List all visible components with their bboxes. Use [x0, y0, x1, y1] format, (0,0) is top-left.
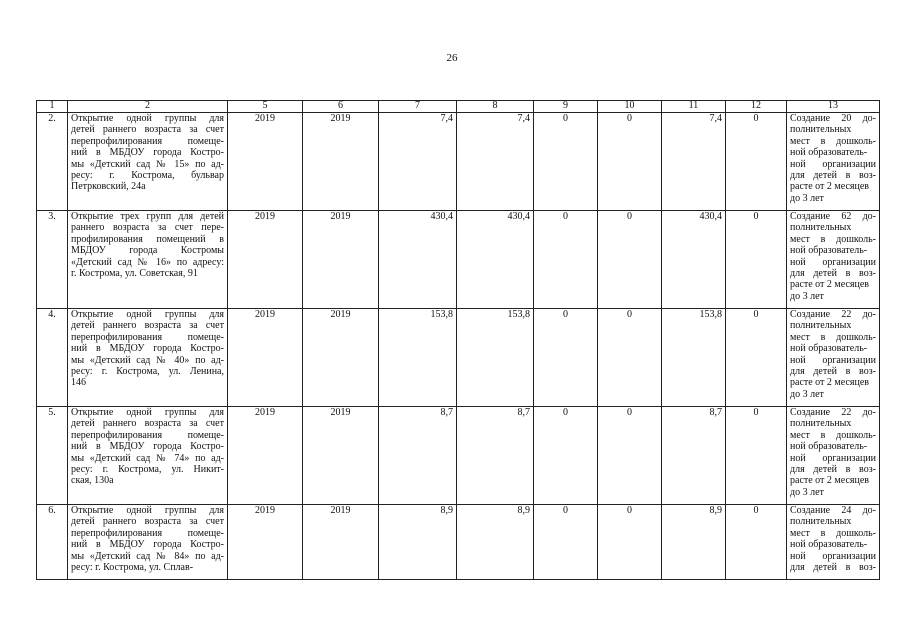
- cell-c11: 153,8: [662, 309, 726, 407]
- cell-c12: 0: [726, 113, 787, 211]
- text-line: ной организации: [790, 158, 876, 170]
- col-header: 2: [68, 101, 228, 113]
- cell-year-start: 2019: [228, 113, 303, 211]
- text-line: полнительных: [790, 222, 852, 234]
- cell-year-start: 2019: [228, 407, 303, 505]
- text-line: 146: [71, 377, 86, 389]
- text-line: Создание 62 до-: [790, 211, 876, 222]
- cell-number: 2.: [37, 113, 68, 211]
- text-line: до 3 лет: [790, 290, 824, 302]
- text-line: мест в дошколь-: [790, 527, 876, 539]
- text-line: детей раннего возраста за счет: [71, 418, 224, 430]
- text-line: детей раннего возраста за счет: [71, 516, 224, 528]
- col-header: 1: [37, 101, 68, 113]
- cell-total: 430,4: [379, 211, 457, 309]
- cell-year-start: 2019: [228, 309, 303, 407]
- text-line: перепрофилирования помеще-: [71, 135, 224, 147]
- text-line: мест в дошколь-: [790, 233, 876, 245]
- column-number-row: [37, 101, 880, 113]
- text-line: мы «Детский сад № 40» по ад-: [71, 354, 224, 366]
- text-line: профилирования помещений в: [71, 233, 224, 245]
- cell-number: 3.: [37, 211, 68, 309]
- cell-c12: 0: [726, 505, 787, 580]
- text-line: для детей в воз-: [790, 562, 876, 574]
- cell-budget: 8,7: [457, 407, 534, 505]
- cell-budget: 153,8: [457, 309, 534, 407]
- text-line: для детей в воз-: [790, 170, 876, 182]
- cell-c9: 0: [534, 309, 598, 407]
- text-line: ной организации: [790, 452, 876, 464]
- text-line: Создание 22 до-: [790, 309, 876, 320]
- text-line: Открытие одной группы для: [71, 407, 224, 418]
- cell-measure-name: [68, 211, 228, 309]
- col-header: 9: [534, 101, 598, 113]
- col-header: 6: [303, 101, 379, 113]
- cell-c9: 0: [534, 113, 598, 211]
- text-line: ресу: г. Кострома, ул. Ленина,: [71, 366, 224, 378]
- col-header: 8: [457, 101, 534, 113]
- cell-year-start: 2019: [228, 505, 303, 580]
- col-header: 13: [787, 101, 880, 113]
- cell-number: 5.: [37, 407, 68, 505]
- text-line: расте от 2 месяцев: [790, 181, 869, 193]
- text-line: Открытие одной группы для: [71, 309, 224, 320]
- text-line: полнительных: [790, 320, 852, 332]
- text-line: расте от 2 месяцев: [790, 475, 869, 487]
- text-line: расте от 2 месяцев: [790, 377, 869, 389]
- text-line: мест в дошколь-: [790, 331, 876, 343]
- cell-measure-name: [68, 407, 228, 505]
- cell-year-start: 2019: [228, 211, 303, 309]
- text-line: полнительных: [790, 418, 852, 430]
- text-line: ной образователь-: [790, 245, 868, 257]
- table-row: [37, 309, 880, 407]
- cell-c12: 0: [726, 407, 787, 505]
- text-line: ной образователь-: [790, 441, 868, 453]
- cell-total: 8,9: [379, 505, 457, 580]
- text-line: для детей в воз-: [790, 366, 876, 378]
- text-line: ресу: г. Кострома, ул. Сплав-: [71, 562, 194, 574]
- cell-result: [787, 407, 880, 505]
- cell-measure-name: [68, 505, 228, 580]
- cell-number: 4.: [37, 309, 68, 407]
- text-line: ной организации: [790, 354, 876, 366]
- cell-c11: 7,4: [662, 113, 726, 211]
- cell-result: [787, 211, 880, 309]
- cell-total: 7,4: [379, 113, 457, 211]
- text-line: ной организации: [790, 550, 876, 562]
- text-line: Петрковский, 24а: [71, 181, 146, 193]
- text-line: перепрофилирования помеще-: [71, 331, 224, 343]
- text-line: Создание 20 до-: [790, 113, 876, 124]
- text-line: Создание 22 до-: [790, 407, 876, 418]
- text-line: МБДОУ города Костромы: [71, 245, 224, 257]
- program-table: [36, 100, 880, 580]
- col-header: 12: [726, 101, 787, 113]
- text-line: г. Кострома, ул. Советская, 91: [71, 268, 198, 280]
- text-line: мест в дошколь-: [790, 429, 876, 441]
- text-line: перепрофилирования помеще-: [71, 429, 224, 441]
- cell-budget: 430,4: [457, 211, 534, 309]
- cell-c9: 0: [534, 407, 598, 505]
- text-line: для детей в воз-: [790, 268, 876, 280]
- cell-c11: 430,4: [662, 211, 726, 309]
- cell-c10: 0: [598, 309, 662, 407]
- text-line: Открытие трех групп для детей: [71, 211, 224, 222]
- cell-year-end: 2019: [303, 407, 379, 505]
- text-line: ной организации: [790, 256, 876, 268]
- table-row: [37, 113, 880, 211]
- text-line: ной образователь-: [790, 147, 868, 159]
- cell-year-end: 2019: [303, 309, 379, 407]
- text-line: Создание 24 до-: [790, 505, 876, 516]
- text-line: перепрофилирования помеще-: [71, 527, 224, 539]
- text-line: мест в дошколь-: [790, 135, 876, 147]
- cell-c12: 0: [726, 309, 787, 407]
- text-line: ресу: г. Кострома, бульвар: [71, 170, 224, 182]
- cell-result: [787, 309, 880, 407]
- text-line: ний в МБДОУ города Костро-: [71, 147, 224, 159]
- text-line: полнительных: [790, 516, 852, 528]
- cell-c10: 0: [598, 407, 662, 505]
- text-line: ний в МБДОУ города Костро-: [71, 539, 224, 551]
- page-number: 26: [446, 52, 458, 64]
- col-header: 7: [379, 101, 457, 113]
- text-line: ская, 130а: [71, 475, 114, 487]
- text-line: полнительных: [790, 124, 852, 136]
- text-line: мы «Детский сад № 74» по ад-: [71, 452, 224, 464]
- cell-budget: 8,9: [457, 505, 534, 580]
- text-line: для детей в воз-: [790, 464, 876, 476]
- cell-year-end: 2019: [303, 211, 379, 309]
- text-line: ний в МБДОУ города Костро-: [71, 343, 224, 355]
- cell-result: [787, 113, 880, 211]
- text-line: ной образователь-: [790, 539, 868, 551]
- col-header: 10: [598, 101, 662, 113]
- text-line: расте от 2 месяцев: [790, 279, 869, 291]
- text-line: ресу: г. Кострома, ул. Никит-: [71, 464, 224, 476]
- cell-total: 153,8: [379, 309, 457, 407]
- cell-c12: 0: [726, 211, 787, 309]
- cell-budget: 7,4: [457, 113, 534, 211]
- col-header: 11: [662, 101, 726, 113]
- cell-total: 8,7: [379, 407, 457, 505]
- cell-year-end: 2019: [303, 113, 379, 211]
- cell-c10: 0: [598, 113, 662, 211]
- cell-c10: 0: [598, 505, 662, 580]
- text-line: мы «Детский сад № 15» по ад-: [71, 158, 224, 170]
- text-line: мы «Детский сад № 84» по ад-: [71, 550, 224, 562]
- text-line: ний в МБДОУ города Костро-: [71, 441, 224, 453]
- cell-c11: 8,7: [662, 407, 726, 505]
- cell-measure-name: [68, 113, 228, 211]
- text-line: до 3 лет: [790, 486, 824, 498]
- cell-result: [787, 505, 880, 580]
- cell-c10: 0: [598, 211, 662, 309]
- cell-c11: 8,9: [662, 505, 726, 580]
- text-line: раннего возраста за счет пере-: [71, 222, 224, 234]
- text-line: до 3 лет: [790, 388, 824, 400]
- cell-number: 6.: [37, 505, 68, 580]
- text-line: до 3 лет: [790, 192, 824, 204]
- text-line: ной образователь-: [790, 343, 868, 355]
- table-row: [37, 505, 880, 580]
- text-line: «Детский сад № 16» по адресу:: [71, 256, 224, 268]
- text-line: Открытие одной группы для: [71, 113, 224, 124]
- cell-c9: 0: [534, 505, 598, 580]
- col-header: 5: [228, 101, 303, 113]
- text-line: детей раннего возраста за счет: [71, 124, 224, 136]
- text-line: детей раннего возраста за счет: [71, 320, 224, 332]
- cell-measure-name: [68, 309, 228, 407]
- text-line: Открытие одной группы для: [71, 505, 224, 516]
- cell-c9: 0: [534, 211, 598, 309]
- table-row: [37, 407, 880, 505]
- table-row: [37, 211, 880, 309]
- cell-year-end: 2019: [303, 505, 379, 580]
